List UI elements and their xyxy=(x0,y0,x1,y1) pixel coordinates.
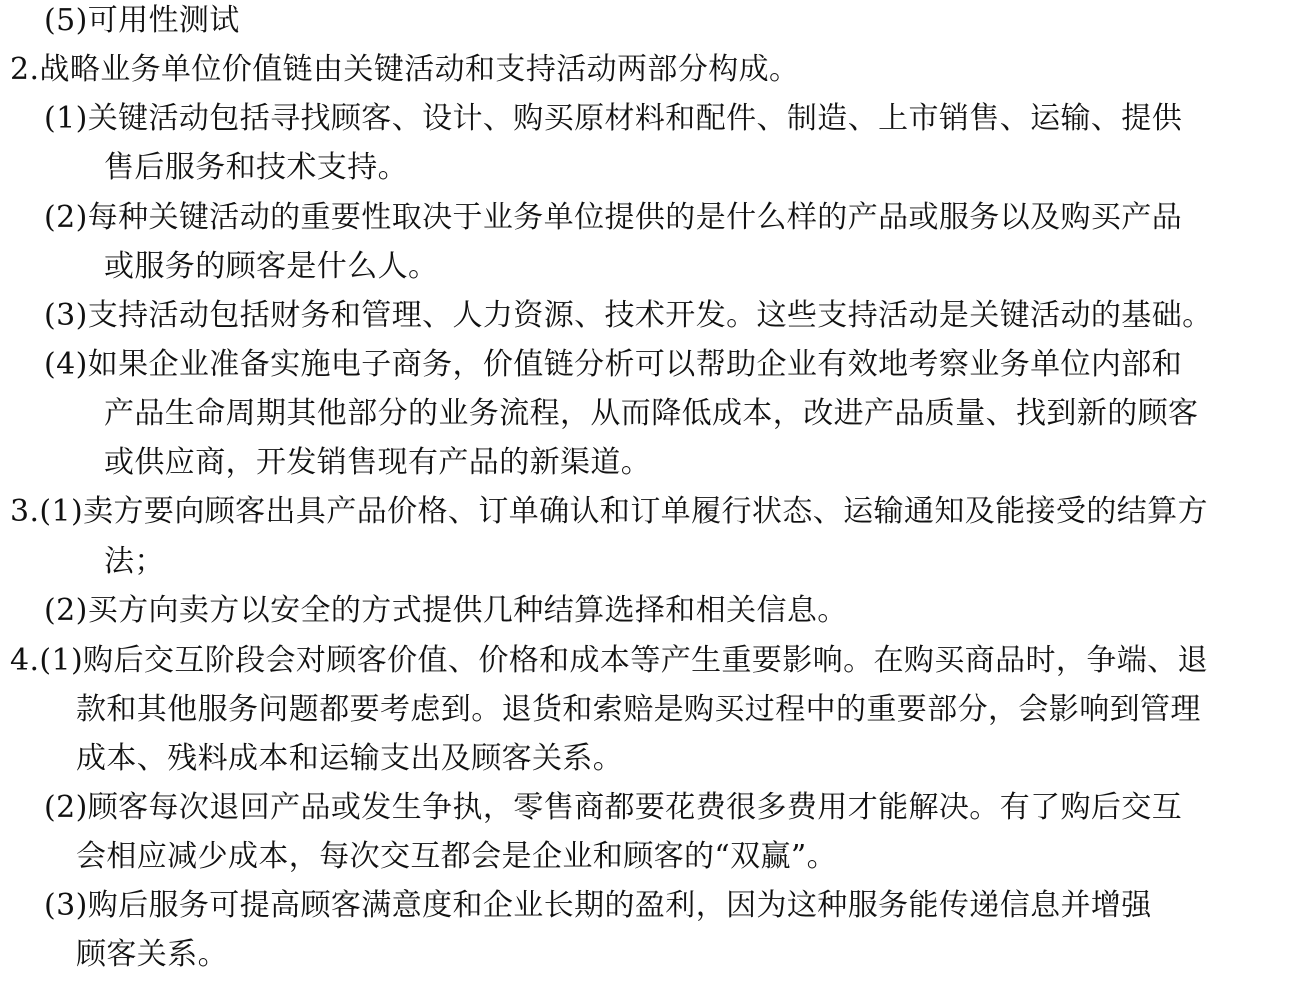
text-line-12: 法； xyxy=(104,544,165,579)
text-line-8: (4)如果企业准备实施电子商务，价值链分析可以帮助企业有效地考察业务单位内部和 xyxy=(44,347,1183,382)
text-line-1: (5)可用性测试 xyxy=(44,3,240,38)
text-line-11: 3.(1)卖方要向顾客出具产品价格、订单确认和订单履行状态、运输通知及能接受的结算方 xyxy=(10,494,1208,529)
text-line-18: 会相应减少成本，每次交互都会是企业和顾客的“双赢”。 xyxy=(76,839,838,874)
text-line-20: 顾客关系。 xyxy=(76,937,228,972)
text-line-14: 4.(1)购后交互阶段会对顾客价值、价格和成本等产生重要影响。在购买商品时，争端、退 xyxy=(10,643,1208,678)
text-line-16: 成本、残料成本和运输支出及顾客关系。 xyxy=(76,741,624,776)
text-line-5: (2)每种关键活动的重要性取决于业务单位提供的是什么样的产品或服务以及购买产品 xyxy=(44,200,1183,235)
text-line-17: (2)顾客每次退回产品或发生争执，零售商都要花费很多费用才能解决。有了购后交互 xyxy=(44,790,1183,825)
text-line-15: 款和其他服务问题都要考虑到。退货和索赔是购买过程中的重要部分，会影响到管理 xyxy=(76,692,1201,727)
text-line-3: (1)关键活动包括寻找顾客、设计、购买原材料和配件、制造、上市销售、运输、提供 xyxy=(44,101,1183,136)
text-line-6: 或服务的顾客是什么人。 xyxy=(104,249,439,284)
text-line-2: 2.战略业务单位价值链由关键活动和支持活动两部分构成。 xyxy=(10,52,800,87)
text-line-13: (2)买方向卖方以安全的方式提供几种结算选择和相关信息。 xyxy=(44,593,848,628)
text-line-9: 产品生命周期其他部分的业务流程，从而降低成本，改进产品质量、找到新的顾客 xyxy=(104,396,1199,431)
text-line-10: 或供应商，开发销售现有产品的新渠道。 xyxy=(104,445,652,480)
text-line-7: (3)支持活动包括财务和管理、人力资源、技术开发。这些支持活动是关键活动的基础。 xyxy=(44,298,1213,333)
text-line-19: (3)购后服务可提高顾客满意度和企业长期的盈利，因为这种服务能传递信息并增强 xyxy=(44,888,1152,923)
text-line-4: 售后服务和技术支持。 xyxy=(104,150,408,185)
